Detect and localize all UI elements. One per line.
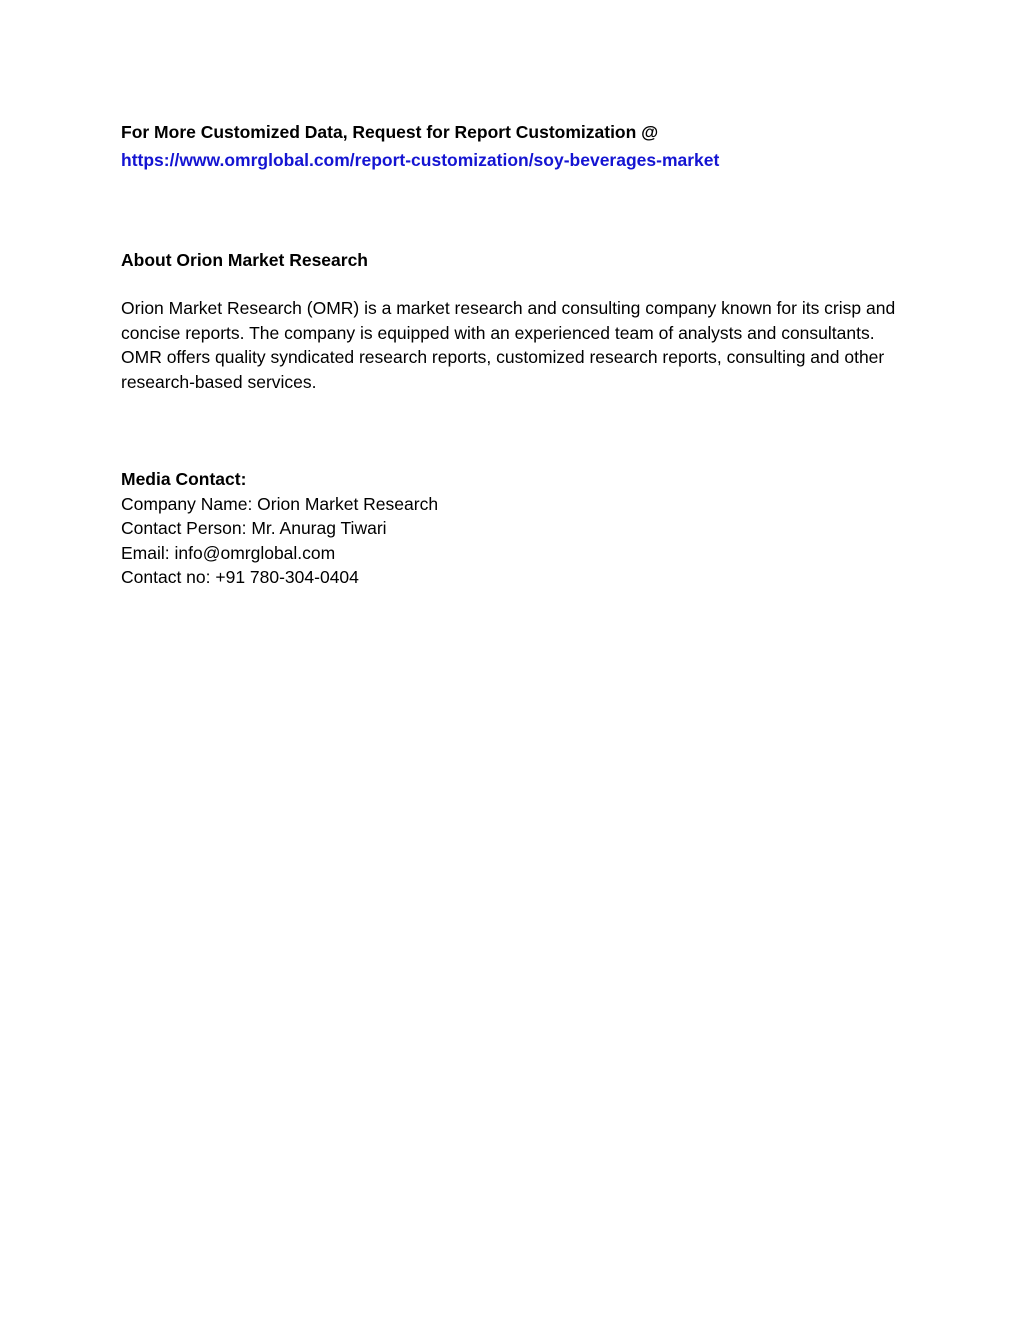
customization-link[interactable]: https://www.omrglobal.com/report-customization/soy-beverages-market [121,149,720,170]
media-contact-heading: Media Contact: [121,469,247,489]
document-content [121,120,911,590]
about-heading: About Orion Market Research [121,249,368,270]
customization-heading: For More Customized Data, Request for Report Customization @ [121,122,659,142]
contact-email: Email: info@omrglobal.com [121,542,336,563]
about-body: Orion Market Research (OMR) is a market research and consulting company known for its crisp and concise reports. The company is equipped with an experienced team of analysts and consultants. OMR offers quality syndicated research reports, customized research reports, consulting and other research-based services. [121,298,896,392]
contact-phone: Contact no: +91 780-304-0404 [121,567,359,587]
contact-company: Company Name: Orion Market Research [121,493,439,514]
contact-person: Contact Person: Mr. Anurag Tiwari [121,518,387,538]
